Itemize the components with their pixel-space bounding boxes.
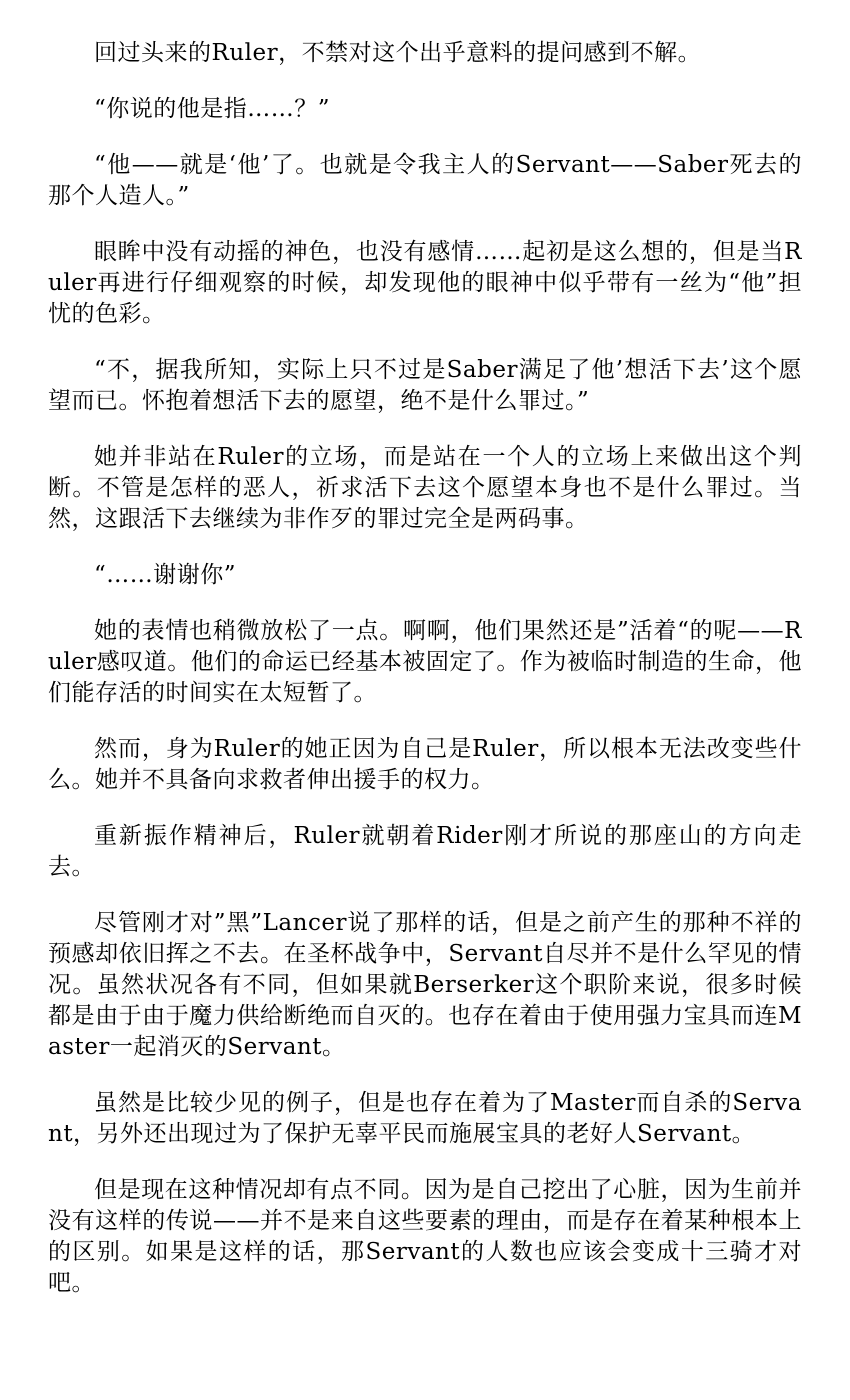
paragraph-8: 她的表情也稍微放松了一点。啊啊，他们果然还是”活着“的呢——Ruler感叹道。他们的命运已经基本被固定了。作为被临时制造的生命，他们能存活的时间实在太短暂了。 bbox=[48, 618, 802, 706]
paragraph-10: 重新振作精神后，Ruler就朝着Rider刚才所说的那座山的方向走去。 bbox=[48, 823, 802, 880]
paragraph-4: 眼眸中没有动摇的神色，也没有感情……起初是这么想的，但是当Ruler再进行仔细观察的时候，却发现他的眼神中似乎带有一丝为“他”担忧的色彩。 bbox=[48, 239, 802, 327]
paragraph-13: 但是现在这种情况却有点不同。因为是自己挖出了心脏，因为生前并没有这样的传说——并不是来自这些要素的理由，而是存在着某种根本上的区别。如果是这样的话，那Servant的人数也应该会变成十三骑才对吧。 bbox=[48, 1177, 802, 1296]
paragraph-1: 回过头来的Ruler，不禁对这个出乎意料的提问感到不解。 bbox=[94, 40, 702, 66]
paragraph-12: 虽然是比较少见的例子，但是也存在着为了Master而自杀的Servant，另外还出现过为了保护无辜平民而施展宝具的老好人Servant。 bbox=[48, 1090, 802, 1147]
paragraph-7: “……谢谢你” bbox=[94, 562, 237, 588]
paragraph-6: 她并非站在Ruler的立场，而是站在一个人的立场上来做出这个判断。不管是怎样的恶人，祈求活下去这个愿望本身也不是什么罪过。当然，这跟活下去继续为非作歹的罪过完全是两码事。 bbox=[48, 444, 802, 532]
paragraph-9: 然而，身为Ruler的她正因为自己是Ruler，所以根本无法改变些什么。她并不具备向求救者伸出援手的权力。 bbox=[48, 736, 802, 793]
paragraph-11: 尽管刚才对”黑”Lancer说了那样的话，但是之前产生的那种不祥的预感却依旧挥之不去。在圣杯战争中，Servant自尽并不是什么罕见的情况。虽然状况各有不同，但如果就Berserker这个职阶来说，很多时候都是由于由于魔力供给断绝而自灭的。也存在着由于使用强力宝具而连Master一起消灭的Servant。 bbox=[48, 910, 802, 1060]
paragraph-5: “不，据我所知，实际上只不过是Saber满足了他’想活下去’这个愿望而已。怀抱着想活下去的愿望，绝不是什么罪过。” bbox=[48, 357, 802, 414]
paragraph-2: “你说的他是指……？” bbox=[94, 96, 331, 122]
paragraph-3: “他——就是‘他’了。也就是令我主人的Servant——Saber死去的那个人造人。” bbox=[48, 152, 802, 209]
